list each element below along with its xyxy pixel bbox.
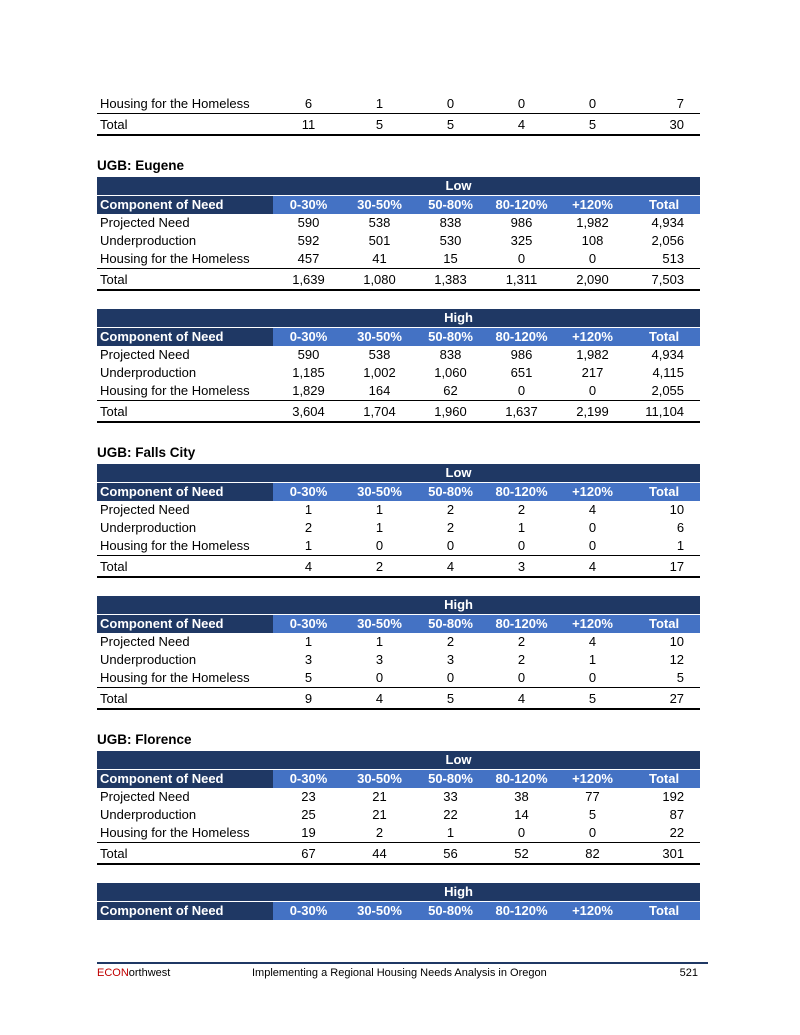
cell-120-plus: 77 — [585, 789, 600, 804]
cell-50-80: 1,060 — [434, 365, 467, 380]
cell-0-30: 23 — [301, 789, 316, 804]
cell-total: 2,055 — [628, 382, 700, 401]
cell-50-80: 838 — [439, 347, 462, 362]
cell-50-80: 0 — [415, 537, 486, 556]
document-body — [97, 95, 700, 920]
table-row — [97, 651, 700, 669]
cell-50-80: 1 — [415, 824, 486, 843]
cell-120-plus: 5 — [557, 114, 628, 136]
cell-80-120: 651 — [510, 365, 533, 380]
data-table-block — [97, 309, 700, 423]
footer-brand — [97, 967, 170, 979]
column-header: 30-50% — [344, 770, 415, 789]
section-title: UGB: Eugene — [97, 158, 185, 173]
cell-0-30: 6 — [273, 95, 344, 114]
cell-0-30: 25 — [301, 807, 316, 822]
table-row — [97, 788, 700, 806]
cell-30-50: 1,704 — [344, 401, 415, 423]
row-label: Housing for the Homeless — [97, 382, 273, 401]
cell-120-plus: 5 — [557, 688, 628, 710]
cell-80-120: 4 — [486, 114, 557, 136]
table-row — [97, 250, 700, 269]
cell-30-50: 1 — [375, 502, 384, 517]
band-header-row — [97, 751, 700, 770]
cell-50-80: 4 — [415, 556, 486, 578]
table-row — [97, 669, 700, 688]
column-header: 0-30% — [273, 902, 344, 921]
cell-50-80: 0 — [415, 95, 486, 114]
row-label: Underproduction — [100, 520, 197, 535]
row-label: Projected Need — [100, 347, 190, 362]
data-table-block — [97, 464, 700, 578]
cell-0-30: 1 — [304, 502, 313, 517]
cell-120-plus: 4 — [557, 556, 628, 578]
table-row — [97, 214, 700, 232]
column-header: Component of Need — [97, 328, 273, 347]
column-header: 50-80% — [415, 615, 486, 634]
cell-50-80: 2 — [446, 634, 455, 649]
cell-80-120: 38 — [514, 789, 529, 804]
cell-total: 2,056 — [651, 233, 685, 248]
total-row — [97, 843, 700, 865]
column-header: 50-80% — [415, 328, 486, 347]
row-label: Total — [97, 556, 273, 578]
cell-50-80: 62 — [415, 382, 486, 401]
cell-total: 10 — [669, 502, 685, 517]
cell-80-120: 986 — [510, 215, 533, 230]
cell-30-50: 21 — [372, 807, 387, 822]
table-row — [97, 232, 700, 250]
table-row — [97, 95, 700, 114]
column-header-row — [97, 483, 700, 502]
cell-0-30: 1 — [304, 634, 313, 649]
table-row — [97, 519, 700, 537]
cell-total: 301 — [628, 843, 700, 865]
cell-120-plus: 1 — [588, 652, 597, 667]
cell-120-plus: 0 — [557, 537, 628, 556]
cell-80-120: 14 — [514, 807, 529, 822]
cell-120-plus: 0 — [557, 250, 628, 269]
cell-120-plus: 82 — [557, 843, 628, 865]
column-header-row — [97, 196, 700, 215]
cell-80-120: 325 — [510, 233, 533, 248]
column-header: Total — [628, 902, 700, 921]
column-header: 0-30% — [273, 770, 344, 789]
row-label: Housing for the Homeless — [97, 824, 273, 843]
cell-80-120: 2 — [517, 502, 526, 517]
cell-30-50: 4 — [344, 688, 415, 710]
cell-total: 10 — [669, 634, 685, 649]
row-label: Underproduction — [100, 652, 197, 667]
row-label: Housing for the Homeless — [97, 250, 273, 269]
data-table-block — [97, 751, 700, 865]
brand-econ: ECON — [97, 967, 129, 979]
cell-total: 87 — [669, 807, 685, 822]
row-label: Housing for the Homeless — [97, 537, 273, 556]
column-header: +120% — [557, 483, 628, 502]
row-label: Underproduction — [100, 233, 197, 248]
cell-50-80: 2 — [446, 502, 455, 517]
column-header: 80-120% — [486, 615, 557, 634]
cell-total: 22 — [628, 824, 700, 843]
column-header: Total — [628, 483, 700, 502]
column-header: 0-30% — [273, 196, 344, 215]
cell-0-30: 1,639 — [273, 269, 344, 291]
row-label: Projected Need — [100, 789, 190, 804]
table-row — [97, 346, 700, 364]
cell-80-120: 1,637 — [486, 401, 557, 423]
column-header: Component of Need — [97, 196, 273, 215]
cell-30-50: 2 — [344, 556, 415, 578]
cell-0-30: 3 — [304, 652, 313, 667]
cell-120-plus: 0 — [557, 824, 628, 843]
column-header: +120% — [557, 328, 628, 347]
row-label: Underproduction — [100, 807, 197, 822]
table-row — [97, 501, 700, 519]
column-header: Total — [628, 196, 700, 215]
cell-total: 11,104 — [628, 401, 700, 423]
column-header-row — [97, 770, 700, 789]
cell-80-120: 3 — [486, 556, 557, 578]
cell-total: 1 — [628, 537, 700, 556]
row-label: Projected Need — [100, 634, 190, 649]
cell-30-50: 21 — [372, 789, 387, 804]
section-title: UGB: Florence — [97, 732, 192, 747]
cell-50-80: 1,383 — [415, 269, 486, 291]
table-row — [97, 364, 700, 382]
cell-120-plus: 108 — [581, 233, 604, 248]
cell-80-120: 0 — [486, 669, 557, 688]
data-table-block — [97, 596, 700, 710]
band-header-row — [97, 309, 700, 328]
cell-0-30: 590 — [297, 215, 320, 230]
cell-50-80: 3 — [446, 652, 455, 667]
cell-120-plus: 2,199 — [557, 401, 628, 423]
cell-30-50: 5 — [344, 114, 415, 136]
cell-0-30: 457 — [273, 250, 344, 269]
column-header: 30-50% — [344, 196, 415, 215]
cell-total: 192 — [662, 789, 685, 804]
cell-80-120: 0 — [486, 95, 557, 114]
page-number: 521 — [679, 967, 698, 979]
cell-30-50: 1,002 — [363, 365, 396, 380]
cell-50-80: 22 — [443, 807, 458, 822]
table-row — [97, 633, 700, 651]
data-table-high — [97, 309, 700, 423]
table-row — [97, 537, 700, 556]
cell-50-80: 15 — [415, 250, 486, 269]
row-label: Housing for the Homeless — [97, 95, 273, 114]
cell-120-plus: 4 — [588, 634, 597, 649]
brand-rest: orthwest — [128, 967, 171, 979]
cell-0-30: 590 — [297, 347, 320, 362]
row-label: Underproduction — [100, 365, 197, 380]
cell-80-120: 0 — [486, 250, 557, 269]
cell-30-50: 3 — [375, 652, 384, 667]
row-label: Total — [97, 401, 273, 423]
column-header: 50-80% — [415, 196, 486, 215]
cell-80-120: 0 — [486, 382, 557, 401]
band-label: Low — [97, 177, 700, 196]
footer-title: Implementing a Regional Housing Needs Analysis in Oregon — [252, 967, 547, 979]
data-table-low — [97, 751, 700, 865]
cell-total: 5 — [628, 669, 700, 688]
band-label: High — [97, 596, 700, 615]
cell-30-50: 41 — [344, 250, 415, 269]
cell-80-120: 0 — [486, 824, 557, 843]
cell-0-30: 19 — [273, 824, 344, 843]
cell-120-plus: 1,982 — [576, 215, 609, 230]
column-header: Total — [628, 328, 700, 347]
column-header: 50-80% — [415, 902, 486, 921]
column-header: 80-120% — [486, 196, 557, 215]
cell-0-30: 5 — [273, 669, 344, 688]
cell-0-30: 1 — [273, 537, 344, 556]
row-label: Total — [97, 843, 273, 865]
band-label: Low — [97, 464, 700, 483]
cell-50-80: 2 — [446, 520, 455, 535]
cell-total: 17 — [628, 556, 700, 578]
data-table-block — [97, 177, 700, 291]
cell-120-plus: 1,982 — [576, 347, 609, 362]
column-header: Total — [628, 615, 700, 634]
cell-120-plus: 0 — [588, 520, 597, 535]
row-label: Total — [97, 688, 273, 710]
cell-120-plus: 0 — [557, 382, 628, 401]
column-header: 30-50% — [344, 483, 415, 502]
section-title: UGB: Falls City — [97, 445, 196, 460]
cell-0-30: 1,829 — [273, 382, 344, 401]
data-table-low — [97, 177, 700, 291]
column-header: Component of Need — [97, 615, 273, 634]
cell-0-30: 2 — [304, 520, 313, 535]
row-label: Projected Need — [100, 502, 190, 517]
cell-80-120: 2 — [517, 652, 526, 667]
row-label: Housing for the Homeless — [97, 669, 273, 688]
cell-total: 7,503 — [628, 269, 700, 291]
column-header: 80-120% — [486, 902, 557, 921]
cell-80-120: 4 — [486, 688, 557, 710]
band-header-row — [97, 596, 700, 615]
cell-80-120: 2 — [517, 634, 526, 649]
cell-50-80: 1,960 — [415, 401, 486, 423]
column-header: 80-120% — [486, 483, 557, 502]
column-header: Total — [628, 770, 700, 789]
cell-50-80: 5 — [415, 114, 486, 136]
column-header: +120% — [557, 902, 628, 921]
data-table-block — [97, 883, 700, 920]
total-row — [97, 688, 700, 710]
page-footer — [97, 962, 708, 980]
cell-total: 7 — [628, 95, 700, 114]
table-row — [97, 382, 700, 401]
row-label: Total — [97, 269, 273, 291]
band-header-row — [97, 464, 700, 483]
cell-50-80: 33 — [443, 789, 458, 804]
cell-120-plus: 4 — [588, 502, 597, 517]
cell-30-50: 501 — [368, 233, 391, 248]
cell-50-80: 5 — [415, 688, 486, 710]
total-row — [97, 269, 700, 291]
cell-30-50: 2 — [344, 824, 415, 843]
band-label: Low — [97, 751, 700, 770]
column-header: +120% — [557, 196, 628, 215]
cell-80-120: 52 — [486, 843, 557, 865]
cell-0-30: 11 — [273, 114, 344, 136]
band-label: High — [97, 883, 700, 902]
cell-total: 4,934 — [651, 347, 685, 362]
cell-0-30: 67 — [273, 843, 344, 865]
column-header: 50-80% — [415, 483, 486, 502]
cell-total: 12 — [669, 652, 685, 667]
cell-50-80: 56 — [415, 843, 486, 865]
cell-80-120: 0 — [486, 537, 557, 556]
total-row — [97, 556, 700, 578]
cell-total: 4,115 — [652, 365, 685, 380]
total-row — [97, 401, 700, 423]
column-header: 50-80% — [415, 770, 486, 789]
data-table-high — [97, 596, 700, 710]
cell-0-30: 9 — [273, 688, 344, 710]
cell-30-50: 44 — [344, 843, 415, 865]
column-header: 30-50% — [344, 328, 415, 347]
cell-120-plus: 5 — [588, 807, 597, 822]
column-header: 30-50% — [344, 902, 415, 921]
cell-50-80: 0 — [415, 669, 486, 688]
cell-30-50: 1 — [344, 95, 415, 114]
column-header: 30-50% — [344, 615, 415, 634]
top-fragment-table — [97, 95, 700, 136]
cell-30-50: 1,080 — [344, 269, 415, 291]
column-header: +120% — [557, 615, 628, 634]
cell-total: 27 — [628, 688, 700, 710]
column-header-row — [97, 902, 700, 921]
cell-120-plus: 0 — [557, 95, 628, 114]
cell-50-80: 530 — [439, 233, 462, 248]
cell-30-50: 538 — [368, 215, 391, 230]
cell-30-50: 1 — [375, 634, 384, 649]
column-header-row — [97, 615, 700, 634]
row-label: Projected Need — [100, 215, 190, 230]
band-header-row — [97, 177, 700, 196]
total-row — [97, 114, 700, 136]
cell-0-30: 4 — [273, 556, 344, 578]
cell-0-30: 1,185 — [292, 365, 325, 380]
band-label: High — [97, 309, 700, 328]
column-header: Component of Need — [97, 770, 273, 789]
column-header: 0-30% — [273, 615, 344, 634]
column-header: Component of Need — [97, 483, 273, 502]
cell-0-30: 3,604 — [273, 401, 344, 423]
cell-30-50: 0 — [344, 537, 415, 556]
data-table-low — [97, 464, 700, 578]
cell-total: 30 — [628, 114, 700, 136]
cell-0-30: 592 — [297, 233, 320, 248]
cell-120-plus: 2,090 — [557, 269, 628, 291]
cell-30-50: 164 — [344, 382, 415, 401]
cell-30-50: 1 — [375, 520, 384, 535]
row-label: Total — [97, 114, 273, 136]
column-header: 0-30% — [273, 483, 344, 502]
table-row — [97, 806, 700, 824]
cell-120-plus: 0 — [557, 669, 628, 688]
column-header: +120% — [557, 770, 628, 789]
cell-30-50: 538 — [368, 347, 391, 362]
cell-30-50: 0 — [344, 669, 415, 688]
band-header-row — [97, 883, 700, 902]
cell-80-120: 986 — [510, 347, 533, 362]
column-header: 0-30% — [273, 328, 344, 347]
data-table-high — [97, 883, 700, 920]
column-header: 80-120% — [486, 328, 557, 347]
column-header: 80-120% — [486, 770, 557, 789]
column-header: Component of Need — [97, 902, 273, 921]
cell-total: 4,934 — [651, 215, 685, 230]
cell-120-plus: 217 — [581, 365, 604, 380]
cell-total: 6 — [676, 520, 685, 535]
table-row — [97, 824, 700, 843]
cell-50-80: 838 — [439, 215, 462, 230]
cell-80-120: 1,311 — [486, 269, 557, 291]
cell-80-120: 1 — [517, 520, 526, 535]
sections-container — [97, 158, 700, 920]
column-header-row — [97, 328, 700, 347]
cell-total: 513 — [628, 250, 700, 269]
